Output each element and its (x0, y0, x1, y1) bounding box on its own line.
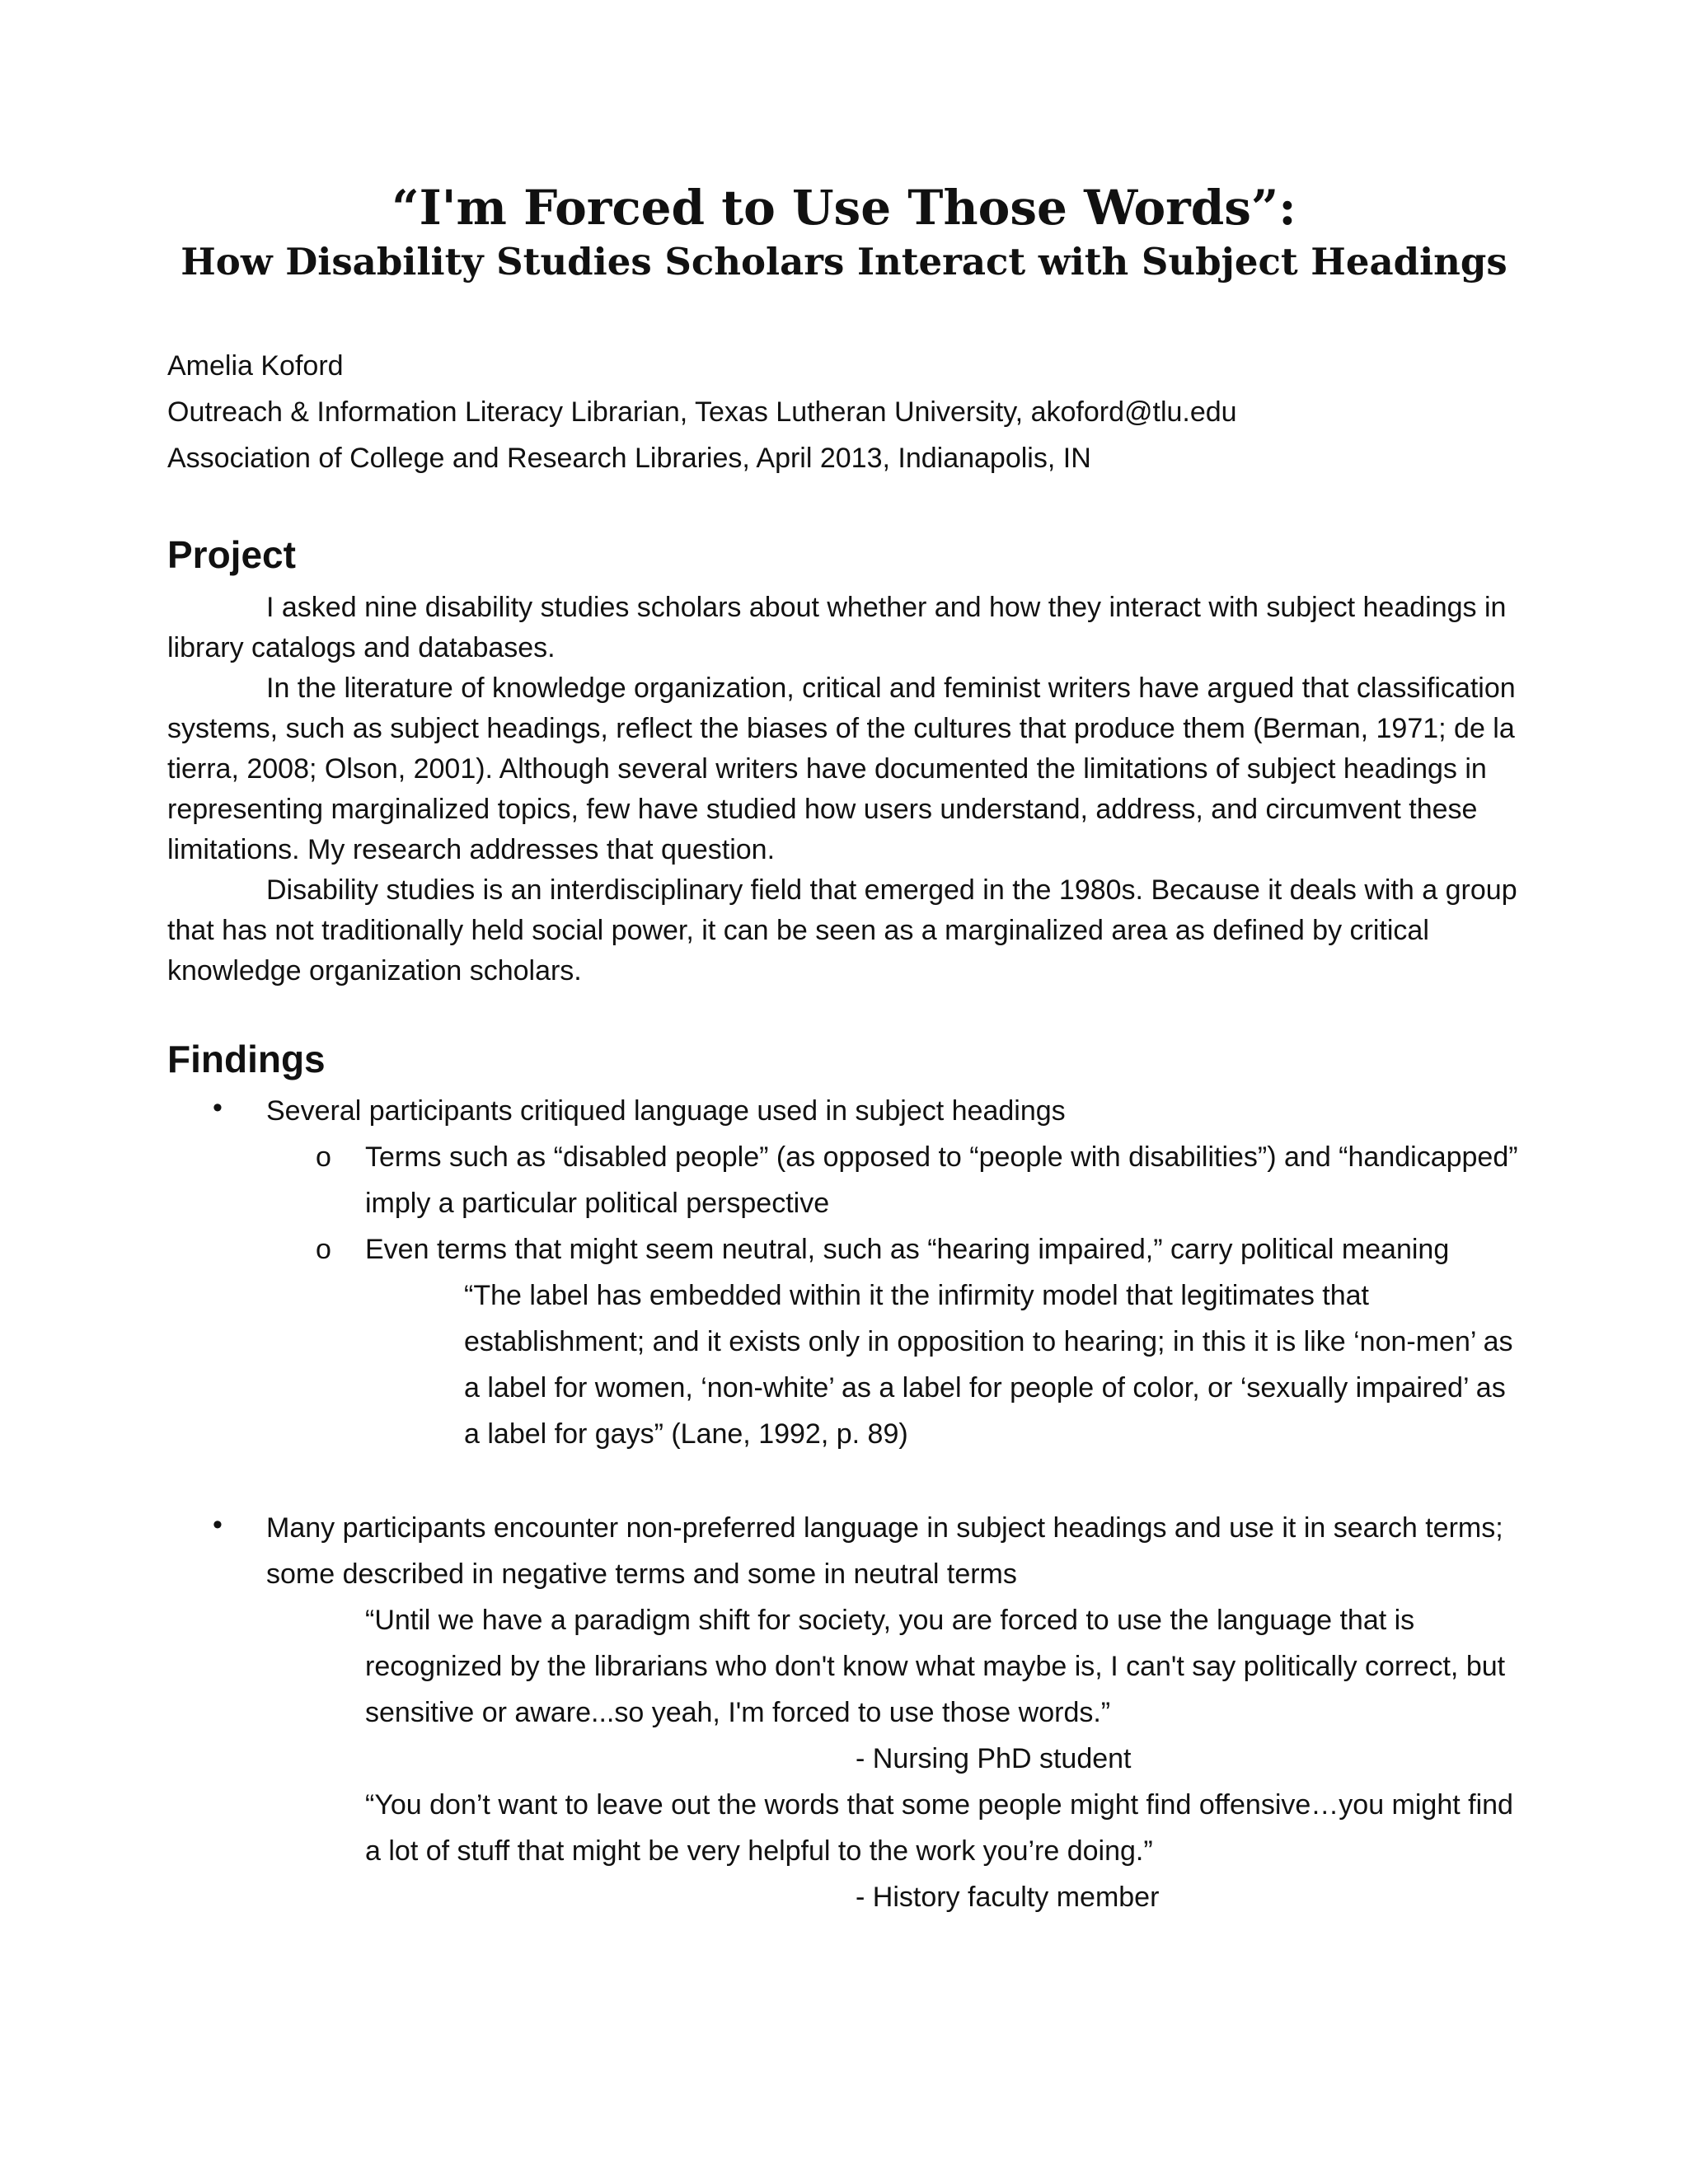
paper-subtitle: How Disability Studies Scholars Interact with Subject Headings (181, 240, 1507, 284)
conference-info: Association of College and Research Libraries, April 2013, Indianapolis, IN (167, 443, 1091, 474)
finding-text-1: Several participants critiqued language used in subject headings (266, 1095, 1066, 1127)
author-block (167, 343, 1527, 481)
paper-title: “I'm Forced to Use Those Words”: (392, 180, 1296, 236)
finding-item-2 (167, 1505, 1527, 1597)
nursing-attribution: - Nursing PhD student (856, 1743, 1132, 1774)
project-paragraph-1: I asked nine disability studies scholars about whether and how they interact with subject headings in library catalogs and databases. (167, 592, 1507, 663)
project-paragraph-2: In the literature of knowledge organization, critical and feminist writers have argued that classification systems, such as subject headings, reflect the biases of the cultures that produce them (Berman, 1971; de la tierra, 2008; Olson, 2001). Although several writers have documented the limitations of subject headings in representing marginalized topics, few have studied how users understand, address, and circumvent these limitations. My research addresses that question. (167, 673, 1516, 865)
nursing-quote: “Until we have a paradigm shift for society, you are forced to use the language that is recognized by the librarians who don't know what maybe is, I can't say politically correct, but sensitive or aware...so yeah, I'm forced to use those words.” (365, 1605, 1506, 1728)
history-quote: “You don’t want to leave out the words that some people might find offensive…you might find a lot of stuff that might be very helpful to the work you’re doing.” (365, 1789, 1513, 1867)
finding-subitem-1 (167, 1134, 1527, 1226)
title-block (0, 177, 1688, 286)
bullet-icon: • (213, 1509, 223, 1540)
finding-subitem-2 (167, 1226, 1527, 1272)
finding-subtext-1: Terms such as “disabled people” (as opposed to “people with disabilities”) and “handicapped” imply a particular political perspective (365, 1141, 1518, 1219)
project-text (167, 588, 1527, 991)
author-name: Amelia Koford (167, 350, 344, 382)
author-affiliation: Outreach & Information Literacy Librarian, Texas Lutheran University, akoford@tlu.edu (167, 396, 1237, 428)
project-paragraph-3: Disability studies is an interdisciplinary field that emerged in the 1980s. Because it deals with a group that has not traditionally held social power, it can be seen as a marginalized area as defined by critical knowledge organization scholars. (167, 874, 1517, 987)
spacer (167, 1457, 1527, 1503)
finding-item-1 (167, 1088, 1527, 1134)
project-heading: Project (167, 533, 296, 576)
finding-subtext-2: Even terms that might seem neutral, such as “hearing impaired,” carry political meaning (365, 1234, 1450, 1265)
sub-bullet-icon: o (316, 1234, 331, 1265)
bullet-icon: • (213, 1092, 223, 1123)
finding-text-2: Many participants encounter non-preferred language in subject headings and use it in search terms; some described in negative terms and some in neutral terms (266, 1512, 1503, 1590)
sub-bullet-icon: o (316, 1141, 331, 1173)
findings-list (167, 1088, 1527, 1920)
history-attribution: - History faculty member (856, 1882, 1160, 1913)
findings-heading: Findings (167, 1038, 326, 1080)
lane-quote: “The label has embedded within it the infirmity model that legitimates that establishment; and it exists only in opposition to hearing; in this it is like ‘non-men’ as a label for women, ‘non-white’ as a label for people of color, or ‘sexually impaired’ as a label for gays” (Lane, 1992, p. 89) (464, 1280, 1513, 1450)
